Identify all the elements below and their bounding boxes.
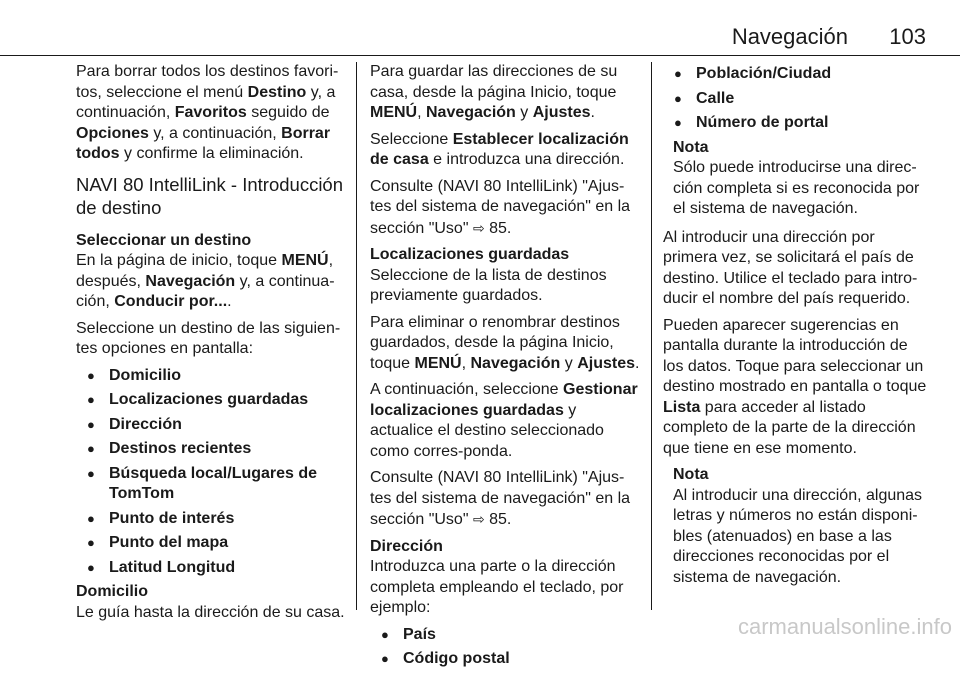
note-text: Sólo puede introducirse una direc-ción completa si es reconocida por el sistema de navegación. <box>673 159 920 217</box>
column-divider <box>356 62 357 610</box>
see-reference-paragraph: Consulte (NAVI 80 IntelliLink) "Ajus-tes del sistema de navegación" en la sección "Uso" ⇨ 85. <box>370 177 631 237</box>
saved-locations-paragraph: Seleccione de la lista de destinos previamente guardados. <box>370 266 607 304</box>
suggestions-paragraph: Pueden aparecer sugerencias en pantalla durante la introducción de los datos. Toque para seleccionar un destino mostrado en pantalla o toque Lista para acceder al listado completo de la parte de la dirección que tiene en ese momento. <box>663 316 927 457</box>
subheading-home: Domicilio <box>76 583 149 600</box>
address-fields-list <box>370 625 640 670</box>
subheading-saved-locations: Localizaciones guardadas <box>370 246 570 263</box>
see-reference-paragraph: Consulte (NAVI 80 IntelliLink) "Ajus-tes del sistema de navegación" en la sección "Uso" ⇨ 85. <box>370 469 631 528</box>
note-box <box>673 138 931 220</box>
list-item: ● País <box>370 625 640 646</box>
section-heading: NAVI 80 IntelliLink - Introducción de destino <box>76 173 344 218</box>
save-home-paragraph: Para guardar las direcciones de su casa, desde la página Inicio, toque MENÚ, Navegación y Ajustes. <box>370 63 618 121</box>
list-item: ● Búsqueda local/Lugares de TomTom <box>76 464 346 505</box>
list-item: ● Código postal <box>370 649 640 670</box>
set-home-paragraph: Seleccione Establecer localización de casa e introduzca una dirección. <box>370 130 629 168</box>
column-3 <box>663 62 931 596</box>
page-number: 103 <box>889 24 926 49</box>
options-list <box>76 366 346 579</box>
page-header <box>0 0 960 56</box>
manage-paragraph: A continuación, seleccione Gestionar localizaciones guardadas y actualice el destino seleccionado como corres-ponda. <box>370 381 638 460</box>
intro-paragraph: Para borrar todos los destinos favori-tos, seleccione el menú Destino y, a continuación, Favoritos seguido de Opciones y, a continuación, Borrar todos y confirme la eliminación. <box>76 63 339 162</box>
note-text: Al introducir una dirección, algunas letras y números no están disponi-bles (atenuados) en base a las direcciones reconocidas por el sistema de navegación. <box>673 486 923 586</box>
list-item: ● Destinos recientes <box>76 439 346 460</box>
address-paragraph: Introduzca una parte o la dirección completa empleando el teclado, por ejemplo: <box>370 558 624 616</box>
column-divider <box>651 62 652 610</box>
section-title: Navegación <box>731 24 848 49</box>
list-item: ● Latitud Longitud <box>76 558 346 579</box>
subheading-address: Dirección <box>370 537 443 555</box>
address-fields-list-continued <box>663 64 931 134</box>
column-1 <box>76 62 346 629</box>
country-paragraph: Al introducir una dirección por primera vez, se solicitará el país de destino. Utilice el teclado para intro-ducir el nombre del país requerido. <box>663 228 918 307</box>
home-paragraph: Le guía hasta la dirección de su casa. <box>76 603 345 621</box>
rename-paragraph: Para eliminar o renombrar destinos guardados, desde la página Inicio, toque MENÚ, Navegación y Ajustes. <box>370 313 640 372</box>
note-label: Nota <box>673 138 709 156</box>
subheading-select-destination: Seleccionar un destino <box>76 231 252 249</box>
reference-arrow-icon: ⇨ <box>472 219 485 236</box>
note-label: Nota <box>673 466 709 483</box>
watermark: carmanualsonline.info <box>737 614 952 639</box>
list-item: ● Dirección <box>76 415 346 436</box>
select-paragraph: En la página de inicio, toque MENÚ, después, Navegación y, a continua-ción, Conducir por.... <box>76 252 335 310</box>
reference-arrow-icon: ⇨ <box>472 511 485 527</box>
list-item: ● Punto del mapa <box>76 533 346 554</box>
list-item: ● Número de portal <box>663 113 931 134</box>
note-box <box>673 465 931 588</box>
list-item: ● Población/Ciudad <box>663 64 931 85</box>
list-item: ● Domicilio <box>76 366 346 387</box>
options-intro: Seleccione un destino de las siguien-tes opciones en pantalla: <box>76 319 341 357</box>
list-item: ● Calle <box>663 89 931 110</box>
list-item: ● Punto de interés <box>76 509 346 530</box>
list-item: ● Localizaciones guardadas <box>76 390 346 411</box>
column-2 <box>370 62 640 674</box>
